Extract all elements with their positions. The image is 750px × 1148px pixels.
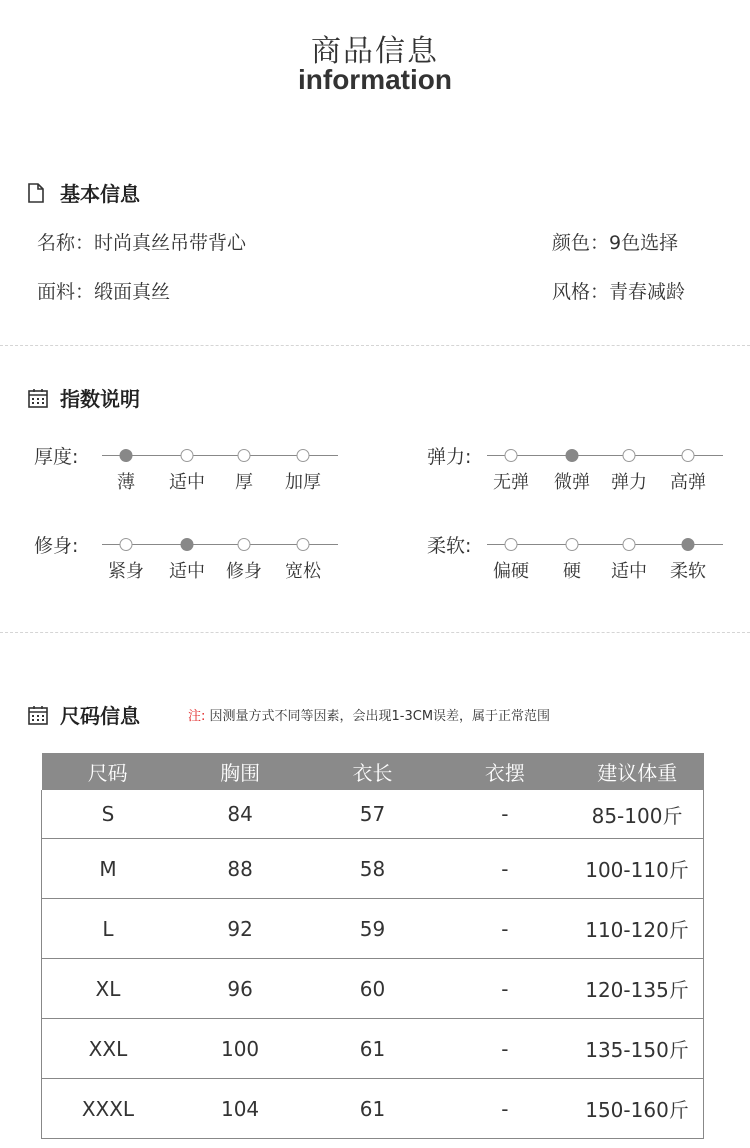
table-row bbox=[42, 959, 704, 1019]
table-cell: 104 bbox=[174, 1079, 306, 1139]
column-header: 建议体重 bbox=[571, 753, 703, 790]
scale-dot bbox=[623, 449, 636, 462]
table-cell: 135-150斤 bbox=[571, 1019, 703, 1079]
scale-option-label: 柔软 bbox=[670, 561, 706, 582]
elasticity-label: 弹力: bbox=[427, 446, 472, 468]
scale-option-label: 适中 bbox=[169, 561, 205, 582]
scale-dot bbox=[505, 449, 518, 462]
table-cell: 59 bbox=[306, 899, 438, 959]
table-cell: 92 bbox=[174, 899, 306, 959]
scale-dot bbox=[623, 538, 636, 551]
scale-option-label: 宽松 bbox=[285, 561, 321, 582]
scale-dot-selected bbox=[181, 538, 194, 551]
basic-info-heading bbox=[28, 178, 140, 207]
scale-dot bbox=[297, 538, 310, 551]
table-row bbox=[42, 1019, 704, 1079]
product-name: 名称：时尚真丝吊带背心 bbox=[37, 232, 247, 254]
table-row bbox=[42, 899, 704, 959]
table-cell: M bbox=[42, 839, 174, 899]
size-heading bbox=[28, 700, 140, 729]
table-cell: 61 bbox=[306, 1019, 438, 1079]
fit-scale bbox=[102, 535, 338, 582]
divider bbox=[0, 345, 750, 346]
softness-scale bbox=[487, 535, 723, 582]
note-text: 因测量方式不同等因素，会出现1-3CM误差，属于正常范围 bbox=[209, 709, 551, 724]
scale-option-label: 适中 bbox=[169, 472, 205, 493]
note-prefix: 注: bbox=[188, 709, 206, 724]
scale-dot-selected bbox=[120, 449, 133, 462]
softness-label: 柔软: bbox=[427, 535, 472, 557]
column-header: 衣摆 bbox=[439, 753, 571, 790]
size-table bbox=[41, 753, 704, 1139]
table-header bbox=[42, 753, 704, 790]
scale-dot bbox=[238, 538, 251, 551]
table-cell: 61 bbox=[306, 1079, 438, 1139]
table-cell: 84 bbox=[174, 790, 306, 839]
page-subtitle: information bbox=[298, 64, 452, 95]
document-icon bbox=[28, 183, 48, 203]
calendar-icon bbox=[28, 705, 48, 725]
scale-dot bbox=[120, 538, 133, 551]
table-row bbox=[42, 1079, 704, 1139]
scale-option-label: 加厚 bbox=[285, 472, 321, 493]
calendar-icon bbox=[28, 388, 48, 408]
scale-option-label: 无弹 bbox=[493, 472, 529, 493]
scale-dot bbox=[682, 449, 695, 462]
page-title: 商品信息 bbox=[311, 34, 439, 69]
scale-dot bbox=[297, 449, 310, 462]
table-row bbox=[42, 839, 704, 899]
table-cell: 100 bbox=[174, 1019, 306, 1079]
scale-option-label: 高弹 bbox=[670, 472, 706, 493]
table-cell: XL bbox=[42, 959, 174, 1019]
scale-dot bbox=[181, 449, 194, 462]
table-row bbox=[42, 790, 704, 839]
scale-option-label: 紧身 bbox=[108, 561, 144, 582]
table-cell: - bbox=[439, 899, 571, 959]
index-heading bbox=[28, 383, 140, 412]
table-cell: L bbox=[42, 899, 174, 959]
column-header: 衣长 bbox=[306, 753, 438, 790]
table-cell: - bbox=[439, 790, 571, 839]
column-header: 尺码 bbox=[42, 753, 174, 790]
scale-option-label: 微弹 bbox=[554, 472, 590, 493]
table-cell: - bbox=[439, 1019, 571, 1079]
table-cell: 110-120斤 bbox=[571, 899, 703, 959]
table-cell: 60 bbox=[306, 959, 438, 1019]
table-cell: - bbox=[439, 1079, 571, 1139]
scale-option-label: 弹力 bbox=[611, 472, 647, 493]
table-cell: 85-100斤 bbox=[571, 790, 703, 839]
scale-dot-selected bbox=[566, 449, 579, 462]
product-style: 风格：青春减龄 bbox=[552, 281, 686, 303]
column-header: 胸围 bbox=[174, 753, 306, 790]
scale-dot bbox=[566, 538, 579, 551]
basic-info-title: 基本信息 bbox=[60, 182, 140, 206]
scale-dot-selected bbox=[682, 538, 695, 551]
scale-option-label: 修身 bbox=[226, 561, 262, 582]
table-cell: S bbox=[42, 790, 174, 839]
fit-label: 修身: bbox=[34, 535, 79, 557]
elasticity-scale bbox=[487, 446, 723, 493]
table-cell: 96 bbox=[174, 959, 306, 1019]
scale-option-label: 硬 bbox=[563, 561, 581, 582]
table-cell: 150-160斤 bbox=[571, 1079, 703, 1139]
product-fabric: 面料：缎面真丝 bbox=[37, 281, 171, 303]
thickness-label: 厚度: bbox=[34, 446, 79, 468]
scale-option-label: 适中 bbox=[611, 561, 647, 582]
size-title: 尺码信息 bbox=[60, 704, 140, 728]
table-cell: XXXL bbox=[42, 1079, 174, 1139]
table-cell: 120-135斤 bbox=[571, 959, 703, 1019]
index-title: 指数说明 bbox=[60, 387, 140, 411]
table-cell: 58 bbox=[306, 839, 438, 899]
scale-option-label: 薄 bbox=[117, 472, 135, 493]
divider bbox=[0, 632, 750, 633]
table-cell: - bbox=[439, 959, 571, 1019]
table-cell: XXL bbox=[42, 1019, 174, 1079]
scale-dot bbox=[238, 449, 251, 462]
table-cell: 57 bbox=[306, 790, 438, 839]
table-cell: 100-110斤 bbox=[571, 839, 703, 899]
scale-option-label: 厚 bbox=[235, 472, 253, 493]
product-color: 颜色：9色选择 bbox=[552, 232, 679, 254]
table-cell: 88 bbox=[174, 839, 306, 899]
scale-option-label: 偏硬 bbox=[493, 561, 529, 582]
size-note bbox=[188, 705, 550, 724]
scale-dot bbox=[505, 538, 518, 551]
table-cell: - bbox=[439, 839, 571, 899]
thickness-scale bbox=[102, 446, 338, 493]
